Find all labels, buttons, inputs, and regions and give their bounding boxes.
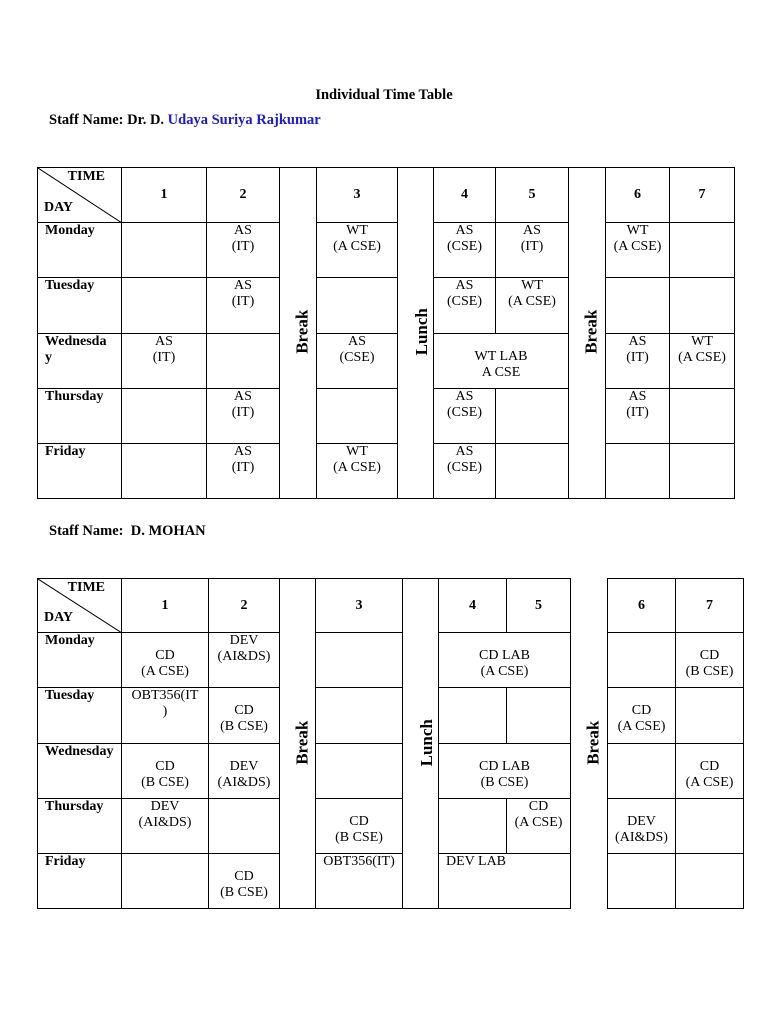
period-cell: AS (CSE) [434, 444, 496, 499]
period-cell [209, 799, 280, 854]
period-cell [439, 799, 507, 854]
period-cell: CD (A CSE) [676, 744, 744, 799]
lab-cell: CD LAB (A CSE) [439, 633, 571, 688]
period-cell [122, 223, 207, 278]
break-label: Break [292, 720, 312, 765]
period-cell: CD (B CSE) [316, 799, 403, 854]
period-cell: OBT356(IT ) [122, 688, 209, 744]
period-cell: CD (B CSE) [209, 688, 280, 744]
day-cell: Friday [38, 444, 122, 499]
period-cell: WT (A CSE) [670, 334, 735, 389]
period-cell: AS (IT) [606, 334, 670, 389]
period-header: 5 [507, 579, 571, 633]
day-cell: Thursday [38, 799, 122, 854]
period-cell [316, 633, 403, 688]
header-row [38, 168, 735, 223]
day-cell: Wednesda y [38, 334, 122, 389]
period-header: 1 [122, 168, 207, 223]
period-cell [670, 389, 735, 444]
period-cell [608, 744, 676, 799]
period-cell: CD (B CSE) [209, 854, 280, 909]
period-cell [676, 688, 744, 744]
period-cell [676, 799, 744, 854]
period-header: 2 [209, 579, 280, 633]
time-label: TIME [67, 169, 105, 184]
table-row [38, 744, 744, 799]
period-cell: AS (IT) [207, 389, 280, 444]
period-cell: CD (B CSE) [122, 744, 209, 799]
staff-name-2: Staff Name: D. MOHAN [49, 523, 206, 539]
period-cell: AS (IT) [207, 223, 280, 278]
staff-label: Staff Name: Dr. D. [49, 112, 168, 128]
period-cell: WT (A CSE) [317, 223, 398, 278]
period-header: 3 [317, 168, 398, 223]
period-header: 7 [670, 168, 735, 223]
break-label: Break [292, 309, 312, 355]
day-cell: Thursday [38, 389, 122, 444]
time-day-corner [38, 579, 122, 633]
table-row [38, 444, 735, 499]
period-cell [316, 688, 403, 744]
period-cell: WT (A CSE) [317, 444, 398, 499]
lunch-label: Lunch [411, 308, 431, 356]
table-row [38, 688, 744, 744]
lunch-label: Lunch [416, 718, 436, 767]
period-cell [122, 444, 207, 499]
period-cell: CD (A CSE) [507, 799, 571, 854]
day-cell: Monday [38, 223, 122, 278]
break-column [280, 579, 316, 909]
period-cell [122, 278, 207, 334]
period-cell [507, 688, 571, 744]
header-row [38, 579, 744, 633]
table-row [38, 633, 744, 688]
timetable-staff-2 [37, 578, 744, 909]
period-cell: WT (A CSE) [606, 223, 670, 278]
period-cell: AS (IT) [122, 334, 207, 389]
day-label: DAY [44, 609, 74, 625]
period-header: 1 [122, 579, 209, 633]
day-cell: Monday [38, 633, 122, 688]
time-label: TIME [67, 580, 105, 595]
period-cell: DEV (AI&DS) [209, 633, 280, 688]
break-label: Break [581, 309, 601, 355]
period-cell [122, 854, 209, 909]
table-row [38, 799, 744, 854]
period-cell [317, 278, 398, 334]
break-column [569, 168, 606, 499]
lab-cell: DEV LAB [439, 854, 571, 909]
period-cell [670, 444, 735, 499]
staff-name-1 [49, 112, 321, 129]
lab-cell: WT LAB A CSE [434, 334, 569, 389]
staff-name-highlight: Udaya Suriya Rajkumar [167, 112, 321, 128]
day-label: DAY [44, 199, 74, 215]
period-cell [608, 633, 676, 688]
period-cell [496, 389, 569, 444]
period-cell [207, 334, 280, 389]
break-column [571, 579, 608, 909]
period-cell: CD (B CSE) [676, 633, 744, 688]
period-cell: DEV (AI&DS) [209, 744, 280, 799]
period-cell: AS (IT) [207, 444, 280, 499]
period-header: 7 [676, 579, 744, 633]
break-column [280, 168, 317, 499]
period-header: 4 [434, 168, 496, 223]
period-header: 4 [439, 579, 507, 633]
period-cell: AS (CSE) [434, 278, 496, 334]
period-cell [316, 744, 403, 799]
table-row [38, 278, 735, 334]
period-cell: OBT356(IT) [316, 854, 403, 909]
period-cell [122, 389, 207, 444]
period-cell: AS (CSE) [434, 223, 496, 278]
day-cell: Tuesday [38, 688, 122, 744]
period-cell [317, 389, 398, 444]
period-cell: AS (CSE) [317, 334, 398, 389]
period-cell [439, 688, 507, 744]
table-row [38, 389, 735, 444]
period-cell [676, 854, 744, 909]
document-title: Individual Time Table [315, 87, 453, 103]
period-header: 6 [606, 168, 670, 223]
period-cell [606, 444, 670, 499]
period-header: 2 [207, 168, 280, 223]
break-label: Break [583, 720, 603, 765]
period-cell: AS (IT) [207, 278, 280, 334]
timetable-staff-1 [37, 167, 735, 499]
period-cell [606, 278, 670, 334]
period-cell: DEV (AI&DS) [122, 799, 209, 854]
day-cell: Friday [38, 854, 122, 909]
period-cell: AS (IT) [496, 223, 569, 278]
lunch-column [398, 168, 434, 499]
period-cell [670, 223, 735, 278]
time-day-corner [38, 168, 122, 223]
period-cell: AS (IT) [606, 389, 670, 444]
lab-cell: CD LAB (B CSE) [439, 744, 571, 799]
period-cell: DEV (AI&DS) [608, 799, 676, 854]
period-header: 3 [316, 579, 403, 633]
period-cell [608, 854, 676, 909]
table-row [38, 854, 744, 909]
period-header: 6 [608, 579, 676, 633]
period-header: 5 [496, 168, 569, 223]
table-row [38, 223, 735, 278]
period-cell [670, 278, 735, 334]
period-cell: CD (A CSE) [122, 633, 209, 688]
lunch-column [403, 579, 439, 909]
day-cell: Wednesday [38, 744, 122, 799]
day-cell: Tuesday [38, 278, 122, 334]
period-cell [496, 444, 569, 499]
period-cell: WT (A CSE) [496, 278, 569, 334]
table-row [38, 334, 735, 389]
period-cell: CD (A CSE) [608, 688, 676, 744]
period-cell: AS (CSE) [434, 389, 496, 444]
